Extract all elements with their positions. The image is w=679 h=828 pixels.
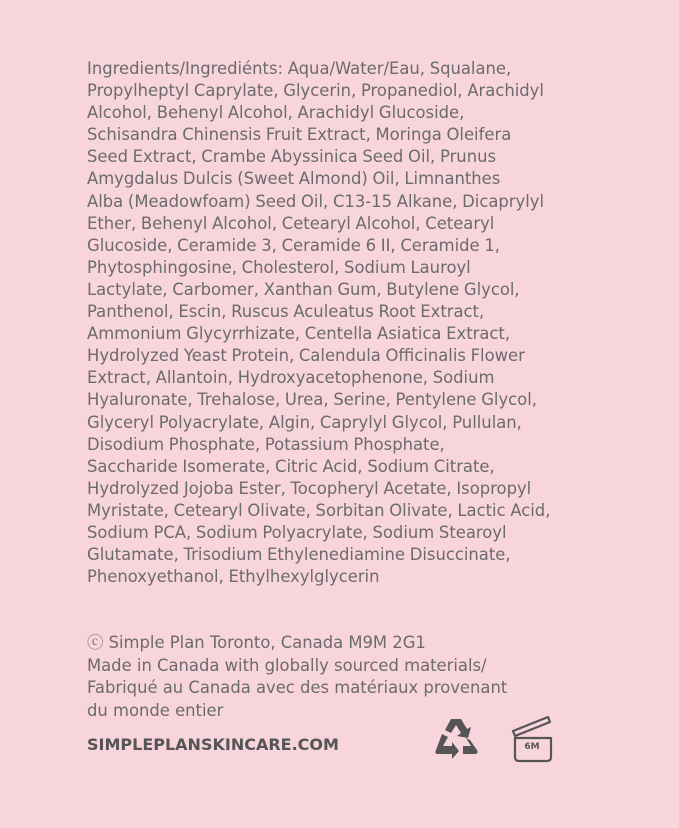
ingredients-line: Hydrolyzed Jojoba Ester, Tocopheryl Acetate, Isopropyl <box>87 478 532 498</box>
ingredients-line: Myristate, Cetearyl Olivate, Sorbitan Olivate, Lactic Acid, <box>87 500 551 520</box>
ingredients-line: Ingredients/Ingrediénts: Aqua/Water/Eau, Squalane, <box>87 59 512 78</box>
ingredients-line: Disodium Phosphate, Potassium Phosphate, <box>87 434 445 454</box>
ingredients-line: Propylheptyl Caprylate, Glycerin, Propanediol, Arachidyl <box>87 81 544 101</box>
manufacturer-info <box>87 632 587 722</box>
ingredients-line: Hyaluronate, Trehalose, Urea, Serine, Pentylene Glycol, <box>87 390 537 410</box>
made-in-line: du monde entier <box>87 700 224 720</box>
ingredients-line: Saccharide Isomerate, Citric Acid, Sodium Citrate, <box>87 456 495 476</box>
ingredients-line: Alcohol, Behenyl Alcohol, Arachidyl Glucoside, <box>87 103 465 123</box>
ingredients-line: Glutamate, Trisodium Ethylenediamine Disuccinate, <box>87 545 511 565</box>
ingredients-line: Extract, Allantoin, Hydroxyacetophenone, Sodium <box>87 368 495 388</box>
copyright-line: ⓒ Simple Plan Toronto, Canada M9M 2G1 <box>87 633 426 652</box>
made-in-line: Fabriqué au Canada avec des matériaux provenant <box>87 678 508 697</box>
ingredients-line: Lactylate, Carbomer, Xanthan Gum, Butylene Glycol, <box>87 279 520 299</box>
ingredients-line: Hydrolyzed Yeast Protein, Calendula Officinalis Flower <box>87 346 525 366</box>
ingredients-line: Ammonium Glycyrrhizate, Centella Asiatica Extract, <box>87 324 511 344</box>
recycle-icon <box>432 716 480 762</box>
ingredients-line: Phenoxyethanol, Ethylhexylglycerin <box>87 567 380 587</box>
ingredients-line: Alba (Meadowfoam) Seed Oil, C13-15 Alkane, Dicaprylyl <box>87 191 545 211</box>
made-in-line: Made in Canada with globally sourced materials/ <box>87 655 487 675</box>
ingredients-line: Glyceryl Polyacrylate, Algin, Caprylyl Glycol, Pullulan, <box>87 412 522 432</box>
website-url: SIMPLEPLANSKINCARE.COM <box>87 735 339 754</box>
ingredients-line: Seed Extract, Crambe Abyssinica Seed Oil, Prunus <box>87 147 497 167</box>
ingredients-line: Amygdalus Dulcis (Sweet Almond) Oil, Limnanthes <box>87 169 501 189</box>
ingredients-line: Glucoside, Ceramide 3, Ceramide 6 II, Ceramide 1, <box>87 235 500 255</box>
period-after-opening-icon <box>510 714 556 764</box>
ingredients-list <box>87 58 597 588</box>
ingredients-line: Phytosphingosine, Cholesterol, Sodium Lauroyl <box>87 257 471 277</box>
ingredients-line: Sodium PCA, Sodium Polyacrylate, Sodium Stearoyl <box>87 522 507 542</box>
ingredients-line: Ether, Behenyl Alcohol, Cetearyl Alcohol, Cetearyl <box>87 213 495 233</box>
pao-label: 6M <box>524 742 540 752</box>
ingredients-line: Schisandra Chinensis Fruit Extract, Moringa Oleifera <box>87 125 512 145</box>
ingredients-line: Panthenol, Escin, Ruscus Aculeatus Root Extract, <box>87 302 485 322</box>
